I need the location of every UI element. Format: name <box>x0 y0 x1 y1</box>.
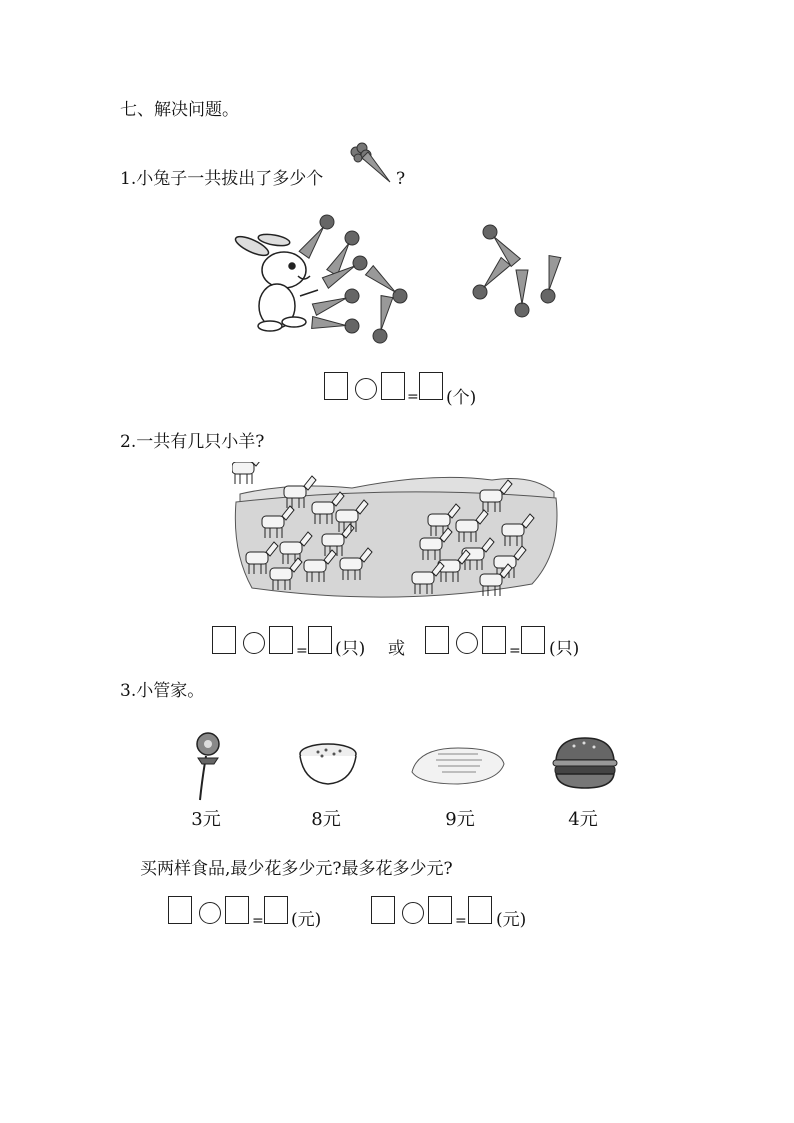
unit-label: (元) <box>291 910 322 930</box>
equals-sign: = <box>455 913 467 929</box>
unit-label: (个) <box>446 388 477 408</box>
price-label: 9元 <box>445 809 475 830</box>
equals-sign: = <box>296 643 308 659</box>
answer-box[interactable] <box>482 626 506 654</box>
operator-circle[interactable] <box>199 902 221 924</box>
answer-box[interactable] <box>212 626 236 654</box>
question-1-suffix: ? <box>396 169 406 189</box>
rabbit-carrots-illustration <box>232 208 562 356</box>
answer-box[interactable] <box>371 896 395 924</box>
answer-box[interactable] <box>468 896 492 924</box>
unit-label: (元) <box>496 910 527 930</box>
question-1-text: 1.小兔子一共拔出了多少个 <box>120 169 324 189</box>
equals-sign: = <box>252 913 264 929</box>
answer-box[interactable] <box>264 896 288 924</box>
answer-box[interactable] <box>419 372 443 400</box>
answer-box[interactable] <box>521 626 545 654</box>
or-label: 或 <box>388 639 405 659</box>
answer-box[interactable] <box>308 626 332 654</box>
sheep-field-illustration <box>232 462 560 602</box>
answer-box[interactable] <box>269 626 293 654</box>
unit-label: (只) <box>335 639 366 659</box>
price-label: 3元 <box>191 809 221 830</box>
section-title: 七、解决问题。 <box>120 100 239 120</box>
answer-box[interactable] <box>381 372 405 400</box>
hamburger-icon <box>550 736 620 792</box>
answer-box[interactable] <box>225 896 249 924</box>
equals-sign: = <box>407 389 419 405</box>
rice-bowl-icon <box>296 740 360 788</box>
price-label: 8元 <box>311 809 341 830</box>
operator-circle[interactable] <box>243 632 265 654</box>
answer-box[interactable] <box>168 896 192 924</box>
bread-icon <box>408 742 508 790</box>
price-label: 4元 <box>568 809 598 830</box>
question-3-prompt: 买两样食品,最少花多少元?最多花多少元? <box>140 859 453 879</box>
equals-sign: = <box>509 643 521 659</box>
answer-box[interactable] <box>425 626 449 654</box>
operator-circle[interactable] <box>456 632 478 654</box>
answer-box[interactable] <box>324 372 348 400</box>
operator-circle[interactable] <box>355 378 377 400</box>
lollipop-icon <box>188 730 228 804</box>
answer-box[interactable] <box>428 896 452 924</box>
question-3-text: 3.小管家。 <box>120 681 205 701</box>
unit-label: (只) <box>549 639 580 659</box>
question-2-text: 2.一共有几只小羊? <box>120 432 265 452</box>
operator-circle[interactable] <box>402 902 424 924</box>
carrot-icon <box>346 140 396 186</box>
